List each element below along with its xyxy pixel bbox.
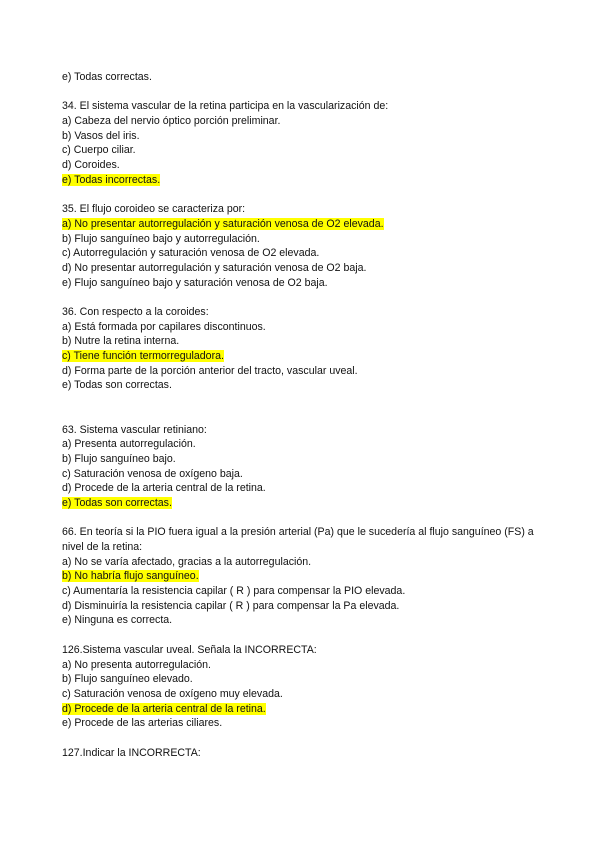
option-d: d) Disminuiría la resistencia capilar ( R ) para compensar la Pa elevada. — [62, 599, 400, 612]
option-c: c) Saturación venosa de oxígeno muy elevada. — [62, 687, 283, 700]
option-e: e) Flujo sanguíneo bajo y saturación venosa de O2 baja. — [62, 276, 328, 289]
option-c: c) Aumentaría la resistencia capilar ( R ) para compensar la PIO elevada. — [62, 585, 406, 598]
question-stem: 34. El sistema vascular de la retina participa en la vascularización de: — [62, 100, 389, 113]
question-stem: 66. En teoría si la PIO fuera igual a la presión arterial (Pa) que le sucedería al flujo sanguíneo (FS) a nivel de la retina: — [62, 526, 534, 554]
option-d: d) Forma parte de la porción anterior del tracto, vascular uveal. — [62, 364, 358, 377]
question-stem: 35. El flujo coroideo se caracteriza por: — [62, 203, 246, 216]
question-34 — [62, 99, 542, 187]
previous-answer-tail: e) Todas correctas. — [62, 71, 152, 83]
option-c: c) Autorregulación y saturación venosa de O2 elevada. — [62, 247, 320, 260]
option-d: d) Procede de la arteria central de la retina. — [62, 482, 266, 495]
option-a: a) Presenta autorregulación. — [62, 438, 196, 451]
option-e-highlighted: e) Todas incorrectas. — [62, 173, 161, 186]
question-127 — [62, 746, 542, 761]
option-a: a) No se varía afectado, gracias a la autorregulación. — [62, 555, 312, 568]
option-d: d) No presentar autorregulación y saturación venosa de O2 baja. — [62, 261, 367, 274]
option-c: c) Saturación venosa de oxígeno baja. — [62, 467, 243, 480]
option-e: e) Todas son correctas. — [62, 379, 172, 392]
question-66 — [62, 525, 542, 628]
question-63 — [62, 423, 542, 511]
option-a: a) Cabeza del nervio óptico porción preliminar. — [62, 115, 281, 128]
option-b: b) Vasos del iris. — [62, 129, 140, 142]
option-c: c) Cuerpo ciliar. — [62, 144, 136, 157]
option-e: e) Ninguna es correcta. — [62, 614, 173, 627]
option-b: b) Flujo sanguíneo bajo y autorregulación. — [62, 232, 260, 245]
option-e: e) Procede de las arterias ciliares. — [62, 717, 223, 730]
option-d-highlighted: d) Procede de la arteria central de la retina. — [62, 702, 266, 715]
option-b: b) Nutre la retina interna. — [62, 335, 180, 348]
option-b: b) Flujo sanguíneo elevado. — [62, 673, 193, 686]
option-b-highlighted: b) No habría flujo sanguíneo. — [62, 570, 199, 583]
question-stem: 63. Sistema vascular retiniano: — [62, 423, 207, 436]
option-c-highlighted: c) Tiene función termorreguladora. — [62, 350, 224, 363]
question-35 — [62, 202, 542, 290]
document-content — [62, 70, 542, 760]
question-stem: 36. Con respecto a la coroides: — [62, 306, 209, 318]
question-stem: 127.Indicar la INCORRECTA: — [62, 746, 201, 759]
option-e-highlighted: e) Todas son correctas. — [62, 496, 172, 509]
option-a: a) No presenta autorregulación. — [62, 658, 211, 671]
option-b: b) Flujo sanguíneo bajo. — [62, 452, 176, 465]
option-a-highlighted: a) No presentar autorregulación y saturación venosa de O2 elevada. — [62, 217, 384, 230]
question-stem: 126.Sistema vascular uveal. Señala la INCORRECTA: — [62, 643, 317, 656]
question-36 — [62, 305, 542, 393]
option-d: d) Coroides. — [62, 159, 120, 172]
option-a: a) Está formada por capilares discontinuos. — [62, 320, 266, 333]
question-126 — [62, 643, 542, 731]
